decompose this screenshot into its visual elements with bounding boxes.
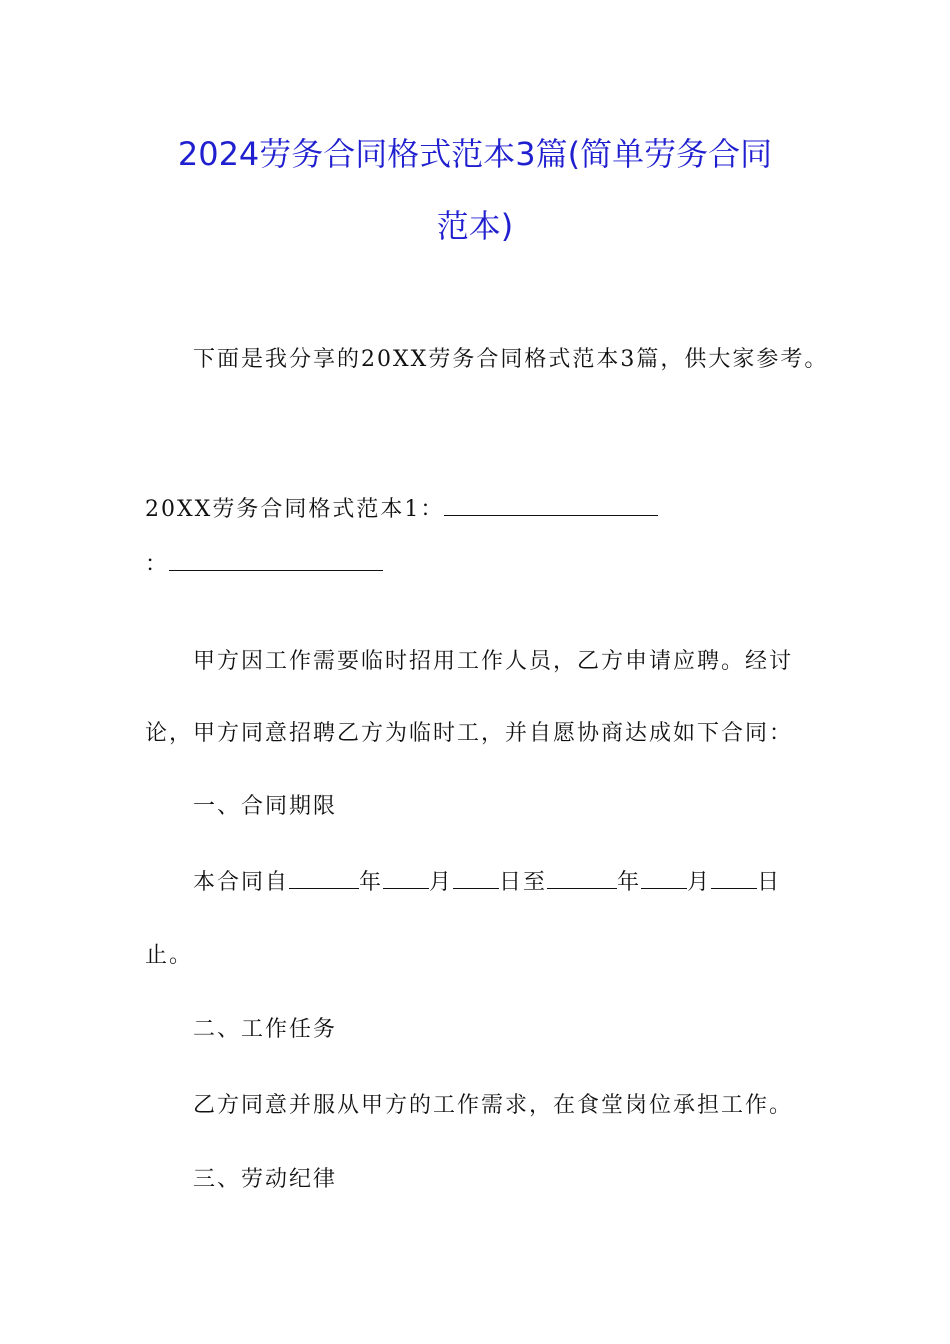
section-work-task-heading: 二、工作任务: [193, 1017, 338, 1042]
term-day-end: 日: [757, 870, 782, 895]
term-month-2: 月: [687, 870, 712, 895]
agreement-paragraph-line-1: 甲方因工作需要临时招用工作人员，乙方申请应聘。经讨: [193, 649, 794, 674]
start-day-blank: [453, 870, 499, 889]
document-title-line-2: 范本): [436, 207, 514, 245]
party-b-row: [145, 550, 383, 580]
term-year-2: 年: [617, 870, 642, 895]
sample-1-heading-row: [145, 495, 658, 525]
contract-term-row: [193, 868, 781, 898]
term-day-to: 日至: [499, 870, 548, 895]
end-day-blank: [711, 870, 757, 889]
term-prefix: 本合同自: [193, 870, 290, 895]
party-b-blank: [169, 552, 383, 571]
contract-term-wrap: 止。: [145, 943, 194, 968]
start-month-blank: [383, 870, 429, 889]
agreement-paragraph-line-2: 论，甲方同意招聘乙方为临时工，并自愿协商达成如下合同：: [145, 721, 794, 746]
end-month-blank: [641, 870, 687, 889]
section-labor-discipline-heading: 三、劳动纪律: [193, 1167, 338, 1192]
end-year-blank: [547, 870, 617, 889]
document-title-line-1: 2024劳务合同格式范本3篇(简单劳务合同: [177, 135, 773, 173]
term-month-1: 月: [429, 870, 454, 895]
term-year-1: 年: [359, 870, 384, 895]
party-a-blank: [444, 497, 658, 516]
work-task-paragraph: 乙方同意并服从甲方的工作需求，在食堂岗位承担工作。: [193, 1093, 794, 1118]
section-contract-term-heading: 一、合同期限: [193, 794, 338, 819]
party-b-colon: ：: [145, 552, 170, 577]
start-year-blank: [289, 870, 359, 889]
sample-1-heading: 20XX劳务合同格式范本1：: [145, 497, 445, 522]
intro-paragraph: 下面是我分享的20XX劳务合同格式范本3篇，供大家参考。: [193, 347, 829, 372]
